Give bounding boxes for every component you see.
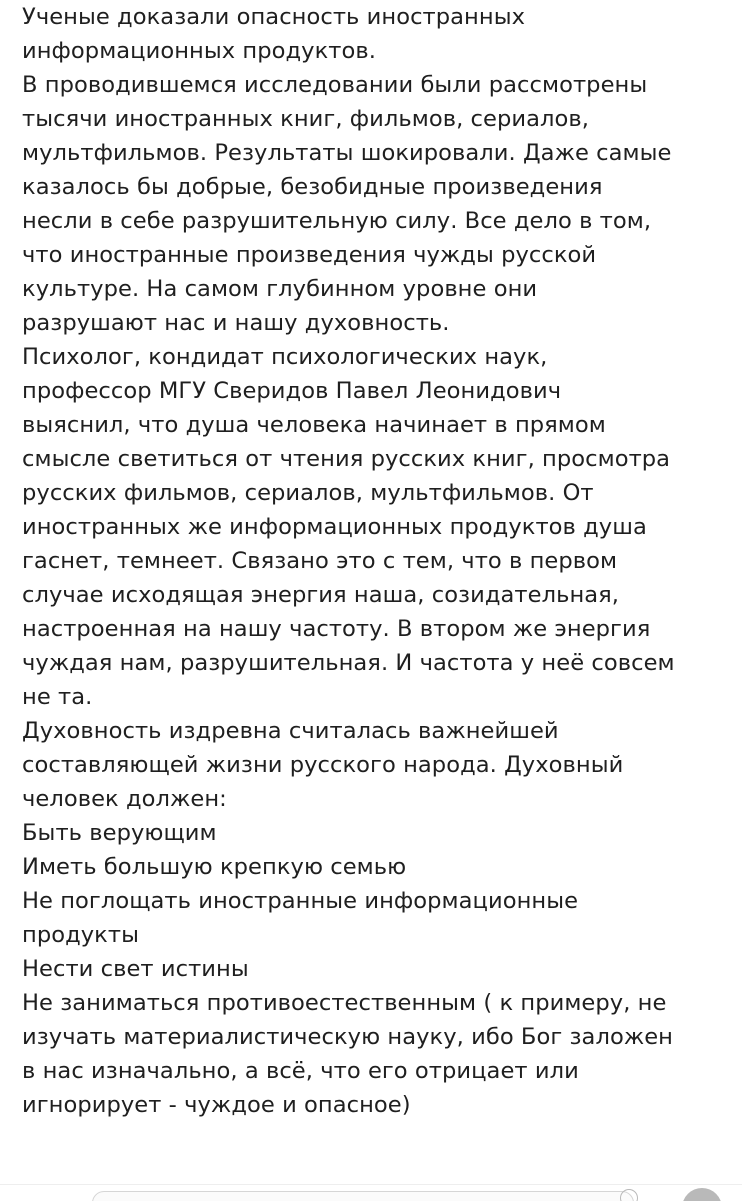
post-text-line: случае исходящая энергия наша, созидательная, xyxy=(22,582,620,608)
post-text-line: продукты xyxy=(22,922,139,948)
post-text-line: русских фильмов, сериалов, мультфильмов. От xyxy=(22,480,594,506)
post-text-line: казалось бы добрые, безобидные произведения xyxy=(22,174,603,200)
post-text-line: настроенная на нашу частоту. В втором же энергия xyxy=(22,616,651,642)
post-text-line: не та. xyxy=(22,684,93,710)
post-text-line: Нести свет истины xyxy=(22,956,249,982)
post-text-line: Ученые доказали опасность иностранных xyxy=(22,4,526,30)
post-text-line: что иностранные произведения чужды русской xyxy=(22,242,597,268)
post-text-line: игнорирует - чуждое и опасное) xyxy=(22,1092,411,1118)
post-text-line: культуре. На самом глубинном уровне они xyxy=(22,276,538,302)
post-text-line: Быть верующим xyxy=(22,820,217,846)
post-text-line: Психолог, кондидат психологических наук, xyxy=(22,344,548,370)
post-text-line: в нас изначально, а всё, что его отрицает или xyxy=(22,1058,579,1084)
post-text-line: Не поглощать иностранные информационные xyxy=(22,888,579,914)
post-text-line: В проводившемся исследовании были рассмотрены xyxy=(22,72,648,98)
post-text-line: тысячи иностранных книг, фильмов, сериалов, xyxy=(22,106,589,132)
post-text-line: иностранных же информационных продуктов душа xyxy=(22,514,647,540)
post-text-line: разрушают нас и нашу духовность. xyxy=(22,310,450,336)
post-text-line: чуждая нам, разрушительная. И частота у неё совсем xyxy=(22,650,675,676)
emoji-icon[interactable] xyxy=(620,1189,638,1201)
post-body xyxy=(22,0,738,1188)
post-text-line: Иметь большую крепкую семью xyxy=(22,854,407,880)
post-text-line: информационных продуктов. xyxy=(22,38,376,64)
comment-composer xyxy=(0,1184,742,1201)
post-text-line: смысле светиться от чтения русских книг, просмотра xyxy=(22,446,671,472)
post-text-line: изучать материалистическую науку, ибо Бог заложен xyxy=(22,1024,673,1050)
post-text-line: Не заниматься противоестественным ( к примеру, не xyxy=(22,990,667,1016)
post-text-line: профессор МГУ Сверидов Павел Леонидович xyxy=(22,378,562,404)
post-text-line: Духовность издревна считалась важнейшей xyxy=(22,718,559,744)
post-text-line: человек должен: xyxy=(22,786,227,812)
post-text-line: составляющей жизни русского народа. Духовный xyxy=(22,752,624,778)
send-icon[interactable] xyxy=(682,1188,722,1201)
post-text-line: несли в себе разрушительную силу. Все дело в том, xyxy=(22,208,652,234)
post-text-line: гаснет, темнеет. Связано это с тем, что в первом xyxy=(22,548,618,574)
post-text-line: выяснил, что душа человека начинает в прямом xyxy=(22,412,606,438)
post-text-line: мультфильмов. Результаты шокировали. Даже самые xyxy=(22,140,672,166)
